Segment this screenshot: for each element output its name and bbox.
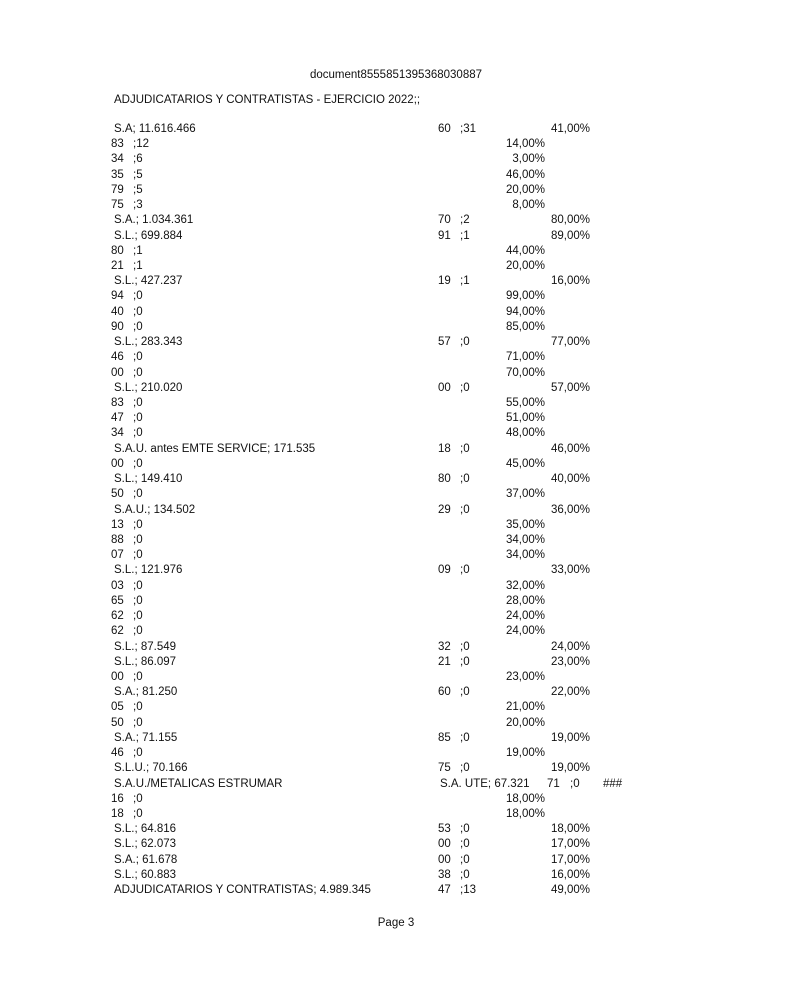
row-count: ;0 [460,655,470,668]
row-code: 00 [438,853,451,866]
row-percent: 77,00% [550,336,590,349]
row-count: ;0 [133,488,143,501]
row-percent: 40,00% [550,473,590,486]
row-code: 47 [438,884,451,896]
list-row [0,198,792,213]
list-row [0,655,792,670]
row-code: 05 [111,701,124,714]
row-count: ;0 [460,442,470,455]
row-code: 50 [111,716,124,729]
row-name: S.A; 11.616.466 [114,123,196,135]
row-percent: 46,00% [550,442,590,455]
list-row [0,274,792,289]
list-row [0,853,792,868]
row-code: 00 [438,838,451,851]
row-name: S.A.U. antes EMTE SERVICE; 171.535 [114,442,316,455]
row-name: S.L.; 699.884 [114,229,183,242]
row-count: ;1 [460,229,470,242]
row-count: ;0 [133,412,143,425]
row-code: 18 [111,807,124,820]
document-heading: ADJUDICATARIOS Y CONTRATISTAS - EJERCICIO 2022;; [114,94,421,106]
list-row [0,746,792,761]
row-code: 21 [438,655,451,668]
list-row [0,640,792,655]
row-count: ;6 [133,153,143,166]
row-count: ;0 [460,336,470,349]
row-count: ;0 [133,579,143,592]
row-percent: 24,00% [550,640,590,653]
row-count: ;0 [460,762,470,775]
list-row [0,670,792,685]
row-code: 18 [438,442,451,455]
row-percent: 89,00% [550,229,590,242]
row-count: ;0 [133,716,143,729]
row-percent: 8,00% [512,199,545,212]
list-row [0,289,792,304]
row-code: 88 [111,533,124,546]
list-row [0,259,792,274]
row-code: 62 [111,625,124,638]
list-row [0,122,792,137]
row-percent: 28,00% [505,594,545,607]
row-count: ;2 [460,214,470,227]
list-row [0,685,792,700]
list-row [0,792,792,807]
row-name: S.L.; 149.410 [114,473,183,486]
row-count: ;0 [133,305,143,318]
row-count: ;0 [460,838,470,851]
row-code: 85 [438,731,451,744]
row-count: ;0 [133,549,143,562]
list-row [0,396,792,411]
row-count: ;0 [460,853,470,866]
row-count: ;0 [133,518,143,531]
row-percent: 41,00% [550,123,590,135]
row-percent: 51,00% [505,412,545,425]
row-code: 09 [438,564,451,577]
row-code: 35 [111,168,124,181]
row-percent: 20,00% [505,260,545,272]
list-row [0,457,792,472]
row-count: ;0 [133,397,143,409]
list-row [0,563,792,578]
row-code: 07 [111,549,124,562]
row-name: ADJUDICATARIOS Y CONTRATISTAS; 4.989.345 [114,884,371,896]
row-name: S.A.; 71.155 [114,731,178,744]
row-code: 75 [438,762,451,775]
row-percent: 44,00% [505,244,545,257]
list-row [0,822,792,837]
row-code: 90 [111,320,124,333]
row-name: S.A.U./METALICAS ESTRUMAR [114,777,283,790]
row-percent: 94,00% [505,305,545,318]
list-row [0,229,792,244]
list-row [0,700,792,715]
list-row [0,472,792,487]
list-row [0,518,792,533]
row-count: ;13 [460,884,476,896]
row-percent: 16,00% [550,868,590,881]
list-row [0,137,792,152]
row-name: S.A.; 61.678 [114,853,178,866]
row-percent: 19,00% [550,731,590,744]
row-code: 91 [438,229,451,242]
row-percent: 85,00% [505,320,545,333]
row-code: 80 [438,473,451,486]
list-row [0,777,792,792]
row-count: ;0 [133,701,143,714]
row-percent: 23,00% [550,655,590,668]
row-count: ;0 [133,610,143,622]
row-count: ;0 [133,792,143,805]
row-code: 13 [111,518,124,531]
row-percent: 3,00% [512,153,545,166]
list-row [0,152,792,167]
row-count: ;0 [133,290,143,303]
row-count: ;0 [460,731,470,744]
row-count: ;0 [133,427,143,440]
row-count: ;0 [460,503,470,516]
list-row [0,594,792,609]
row-code: 60 [438,123,451,135]
row-name: S.L.; 87.549 [114,640,177,653]
row-code: 29 [438,503,451,516]
list-row [0,731,792,746]
row-name: S.A.U.; 134.502 [114,503,196,516]
row-code: 16 [111,792,124,805]
row-name: S.L.U.; 70.166 [114,762,188,775]
list-row [0,350,792,365]
row-percent: 14,00% [505,138,545,151]
row-name: S.L.; 210.020 [114,381,183,394]
row-code: 57 [438,336,451,349]
row-percent: 34,00% [505,533,545,546]
list-row [0,609,792,624]
row-count: ;0 [133,594,143,607]
row-count: ;5 [133,168,143,181]
row-percent: 55,00% [505,397,545,409]
row-code: 62 [111,610,124,622]
row-percent: 48,00% [505,427,545,440]
list-row [0,487,792,502]
row-percent: 23,00% [505,670,545,683]
row-percent: 18,00% [550,823,590,836]
row-count: ;31 [460,123,476,135]
row-count: ;0 [460,823,470,836]
row-count: ;3 [133,199,143,212]
row-count: ;1 [133,244,143,257]
row-count: ;0 [460,564,470,577]
row-percent: 70,00% [505,366,545,379]
list-row [0,305,792,320]
total-row [0,883,792,898]
row-count: ;0 [460,868,470,881]
row-percent: 57,00% [550,381,590,394]
list-row [0,366,792,381]
row-name: S.L.; 121.976 [114,564,183,577]
row-code: 19 [438,275,451,288]
row-percent: 24,00% [505,625,545,638]
row-name: S.L.; 62.073 [114,838,177,851]
row-percent: 17,00% [550,838,590,851]
row-name: S.L.; 86.097 [114,655,177,668]
list-row [0,426,792,441]
row-percent: 32,00% [505,579,545,592]
list-row [0,244,792,259]
list-row [0,335,792,350]
row-code: 75 [111,199,124,212]
row-code: 00 [111,670,124,683]
row-code: 21 [111,260,124,272]
row-code: 03 [111,579,124,592]
row-code: 46 [111,351,124,364]
list-row [0,213,792,228]
row-count: ;0 [133,366,143,379]
row-overflow: ### [603,777,623,790]
list-row [0,579,792,594]
row-code: 40 [111,305,124,318]
row-percent: 18,00% [505,807,545,820]
row-count: ;0 [460,473,470,486]
row-percent: 19,00% [505,747,545,759]
row-code: 00 [111,366,124,379]
row-percent: 71,00% [505,351,545,364]
row-percent: 21,00% [505,701,545,714]
row-name: S.L.; 64.816 [114,823,177,836]
row-count: ;0 [133,807,143,820]
row-count: ;1 [460,275,470,288]
row-name: S.L.; 283.343 [114,336,183,349]
row-code: 32 [438,640,451,653]
row-code: 94 [111,290,124,303]
page-footer: Page 3 [377,917,415,929]
row-count: ;5 [133,183,143,196]
row-code: 83 [111,138,124,151]
row-code: 60 [438,686,451,699]
row-percent: 20,00% [505,183,545,196]
row-percent: 37,00% [505,488,545,501]
list-row [0,442,792,457]
row-count: ;0 [133,670,143,683]
row-code: 46 [111,747,124,759]
row-code: 50 [111,488,124,501]
row-count: ;1 [133,260,143,272]
row-name: S.L.; 60.883 [114,868,177,881]
row-count: ;0 [133,351,143,364]
row-code: 38 [438,868,451,881]
list-row [0,503,792,518]
row-percent: 22,00% [550,686,590,699]
list-row [0,411,792,426]
row-name-suffix: S.A. UTE; 67.321 [440,777,530,790]
row-code: 71 [547,777,560,790]
row-percent: 33,00% [550,564,590,577]
row-percent: 18,00% [505,792,545,805]
list-row [0,868,792,883]
row-percent: 20,00% [505,716,545,729]
page-title: document8555851395368030887 [309,69,483,81]
list-row [0,168,792,183]
row-count: ;12 [133,138,149,151]
list-row [0,624,792,639]
row-percent: 99,00% [505,290,545,303]
list-row [0,807,792,822]
row-count: ;0 [133,533,143,546]
list-row [0,761,792,776]
row-code: 79 [111,183,124,196]
row-percent: 45,00% [505,457,545,470]
row-code: 83 [111,397,124,409]
row-percent: 24,00% [505,610,545,622]
row-code: 70 [438,214,451,227]
row-code: 00 [111,457,124,470]
row-percent: 35,00% [505,518,545,531]
row-name: S.L.; 427.237 [114,275,183,288]
list-row [0,320,792,335]
list-row [0,716,792,731]
row-count: ;0 [133,320,143,333]
row-percent: 17,00% [550,853,590,866]
row-count: ;0 [133,625,143,638]
row-name: S.A.; 1.034.361 [114,214,194,227]
row-percent: 34,00% [505,549,545,562]
list-row [0,533,792,548]
row-count: ;0 [460,686,470,699]
row-code: 00 [438,381,451,394]
row-count: ;0 [133,747,143,759]
row-code: 34 [111,153,124,166]
list-row [0,548,792,563]
list-row [0,183,792,198]
row-code: 47 [111,412,124,425]
list-row [0,837,792,852]
row-percent: 16,00% [550,275,590,288]
list-row [0,381,792,396]
row-percent: 36,00% [550,503,590,516]
row-code: 34 [111,427,124,440]
row-code: 53 [438,823,451,836]
row-count: ;0 [460,381,470,394]
row-count: ;0 [570,777,580,790]
row-code: 65 [111,594,124,607]
row-percent: 49,00% [550,884,590,896]
row-percent: 80,00% [550,214,590,227]
row-code: 80 [111,244,124,257]
row-count: ;0 [460,640,470,653]
row-count: ;0 [133,457,143,470]
row-percent: 19,00% [550,762,590,775]
row-percent: 46,00% [505,168,545,181]
row-name: S.A.; 81.250 [114,686,178,699]
